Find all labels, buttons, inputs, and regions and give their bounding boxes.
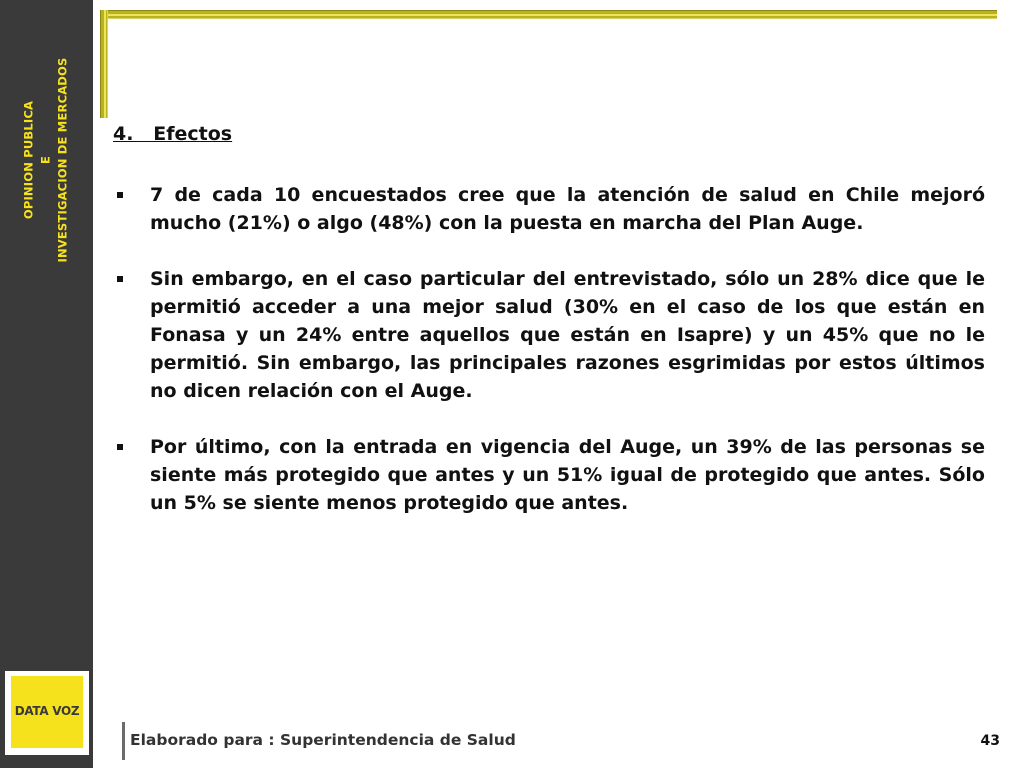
bullet-text: Por último, con la entrada en vigencia del Auge, un 39% de las personas se siente más protegido que antes y un 51% igual de protegido que antes. Sólo un 5% se siente menos protegido que antes. [150, 436, 985, 514]
square-bullet-icon [117, 192, 123, 198]
bullet-item [113, 433, 985, 517]
logo-text: DATA VOZ [14, 704, 80, 718]
bullet-item [113, 265, 985, 405]
sidebar-label [21, 57, 72, 262]
square-bullet-icon [117, 444, 123, 450]
bullet-item [113, 181, 985, 237]
bullet-list [113, 181, 985, 517]
square-bullet-icon [117, 276, 123, 282]
top-divider [100, 10, 997, 19]
bullet-text: 7 de cada 10 encuestados cree que la atención de salud en Chile mejoró mucho (21%) o algo (48%) con la puesta en marcha del Plan Auge. [150, 184, 985, 234]
section-title: 4. Efectos [113, 123, 233, 145]
slide-content [113, 123, 985, 545]
logo [5, 671, 89, 755]
logo-badge [11, 676, 83, 748]
sidebar-line-3: INVESTIGACION DE MERCADOS [55, 57, 70, 263]
sidebar-line-2: E [38, 155, 53, 165]
left-divider [100, 10, 108, 118]
bullet-text: Sin embargo, en el caso particular del entrevistado, sólo un 28% dice que le permitió acceder a una mejor salud (30% en el caso de los que están en Fonasa y un 24% entre aquellos que están en Isapre) y un 45% que no le permitió. Sin embargo, las principales razones esgrimidas por estos últimos no dicen relación con el Auge. [150, 268, 985, 402]
footer-divider [122, 722, 125, 760]
sidebar-line-1: OPINION PUBLICA [21, 100, 36, 220]
page-number: 43 [980, 733, 1000, 749]
footer-credit: Elaborado para : Superintendencia de Salud [130, 731, 516, 749]
sidebar [0, 0, 93, 768]
